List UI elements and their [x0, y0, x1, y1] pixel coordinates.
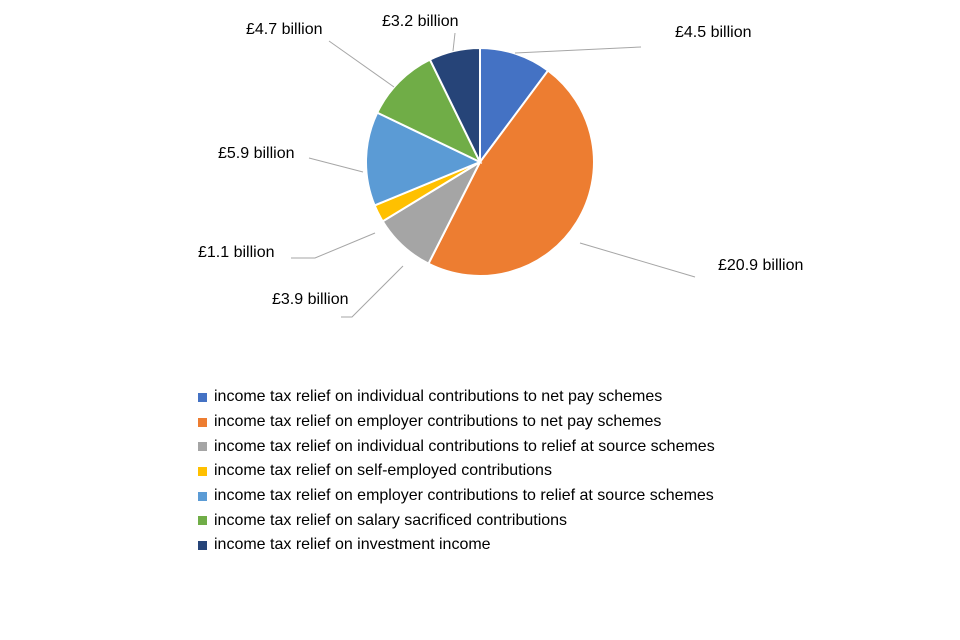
legend-item-6: [198, 508, 715, 533]
data-label-5: £5.9 billion: [218, 145, 295, 162]
legend-swatch-icon: [198, 516, 207, 525]
legend-item-5: [198, 484, 715, 509]
legend-item-3: [198, 434, 715, 459]
data-label-2: £20.9 billion: [718, 257, 804, 274]
data-label-3: £3.9 billion: [272, 291, 349, 308]
legend-label: income tax relief on self-employed contributions: [214, 462, 552, 480]
legend-item-7: [198, 533, 715, 558]
legend-swatch-icon: [198, 492, 207, 501]
leader-line-5: [309, 158, 363, 172]
legend-swatch-icon: [198, 442, 207, 451]
legend-swatch-icon: [198, 393, 207, 402]
leader-line-1: [515, 47, 641, 53]
legend-item-2: [198, 410, 715, 435]
data-label-1: £4.5 billion: [675, 24, 752, 41]
leader-line-6: [329, 41, 394, 87]
leader-line-7: [453, 33, 455, 51]
legend-label: income tax relief on salary sacrificed contributions: [214, 511, 568, 529]
legend-item-1: [198, 385, 715, 410]
legend-item-4: [198, 459, 715, 484]
legend-label: income tax relief on employer contributions to relief at source schemes: [214, 487, 714, 505]
legend: [198, 385, 715, 558]
legend-label: income tax relief on individual contributions to net pay schemes: [214, 388, 663, 406]
legend-swatch-icon: [198, 467, 207, 476]
legend-label: income tax relief on individual contributions to relief at source schemes: [214, 437, 715, 455]
data-label-6: £4.7 billion: [246, 21, 323, 38]
legend-swatch-icon: [198, 541, 207, 550]
leader-line-2: [580, 243, 695, 277]
data-label-4: £1.1 billion: [198, 244, 275, 261]
legend-swatch-icon: [198, 418, 207, 427]
legend-label: income tax relief on employer contributions to net pay schemes: [214, 413, 662, 431]
legend-label: income tax relief on investment income: [214, 536, 491, 554]
data-label-7: £3.2 billion: [382, 13, 459, 30]
leader-line-4: [291, 233, 375, 258]
leader-line-3: [341, 266, 403, 317]
